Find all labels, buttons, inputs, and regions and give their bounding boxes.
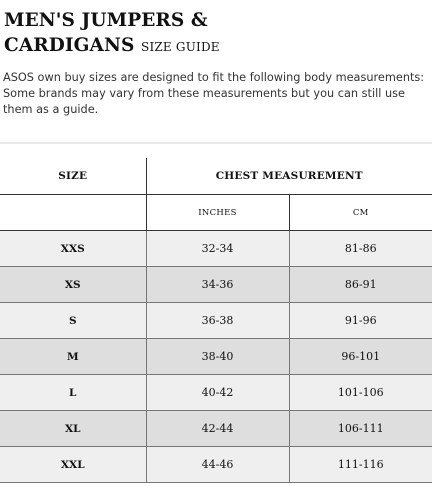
- table-row: [0, 231, 432, 267]
- cm-cell: 101-106: [289, 375, 432, 411]
- intro-text: [3, 70, 429, 118]
- inches-cell: 42-44: [146, 411, 289, 447]
- table-row: [0, 375, 432, 411]
- cm-cell: 86-91: [289, 267, 432, 303]
- size-cell: S: [0, 303, 146, 339]
- size-column-header: SIZE: [0, 158, 146, 195]
- inches-cell: 34-36: [146, 267, 289, 303]
- size-cell: M: [0, 339, 146, 375]
- cm-cell: 106-111: [289, 411, 432, 447]
- cm-column-header: CM: [289, 195, 432, 231]
- intro-line-1: ASOS own buy sizes are designed to fit the following body measurements:: [3, 71, 425, 84]
- table-row: [0, 267, 432, 303]
- inches-cell: 32-34: [146, 231, 289, 267]
- size-chart-table: [0, 158, 432, 483]
- size-guide-header: [4, 8, 428, 60]
- inches-cell: 40-42: [146, 375, 289, 411]
- intro-line-2: Some brands may vary from these measurements but you can still use: [3, 87, 405, 100]
- inches-cell: 36-38: [146, 303, 289, 339]
- inches-cell: 44-46: [146, 447, 289, 483]
- cm-cell: 96-101: [289, 339, 432, 375]
- table-row: [0, 339, 432, 375]
- size-cell: XXL: [0, 447, 146, 483]
- size-cell: XS: [0, 267, 146, 303]
- page-subtitle: SIZE GUIDE: [141, 40, 220, 54]
- page-title-line-1: MEN'S JUMPERS &: [4, 10, 208, 31]
- size-subheader-blank: [0, 195, 146, 231]
- table-row: [0, 411, 432, 447]
- size-cell: XL: [0, 411, 146, 447]
- size-cell: L: [0, 375, 146, 411]
- section-divider: [0, 142, 432, 144]
- cm-cell: 81-86: [289, 231, 432, 267]
- table-row: [0, 303, 432, 339]
- inches-column-header: INCHES: [146, 195, 289, 231]
- inches-cell: 38-40: [146, 339, 289, 375]
- page-title-category: CARDIGANS: [4, 35, 135, 56]
- size-cell: XXS: [0, 231, 146, 267]
- chest-measurement-header: CHEST MEASUREMENT: [146, 158, 432, 195]
- page-title-line-2: [4, 33, 428, 60]
- cm-cell: 91-96: [289, 303, 432, 339]
- table-subheader-row: [0, 195, 432, 231]
- table-row: [0, 447, 432, 483]
- intro-line-3: them as a guide.: [3, 103, 99, 116]
- cm-cell: 111-116: [289, 447, 432, 483]
- table-header-row: [0, 158, 432, 195]
